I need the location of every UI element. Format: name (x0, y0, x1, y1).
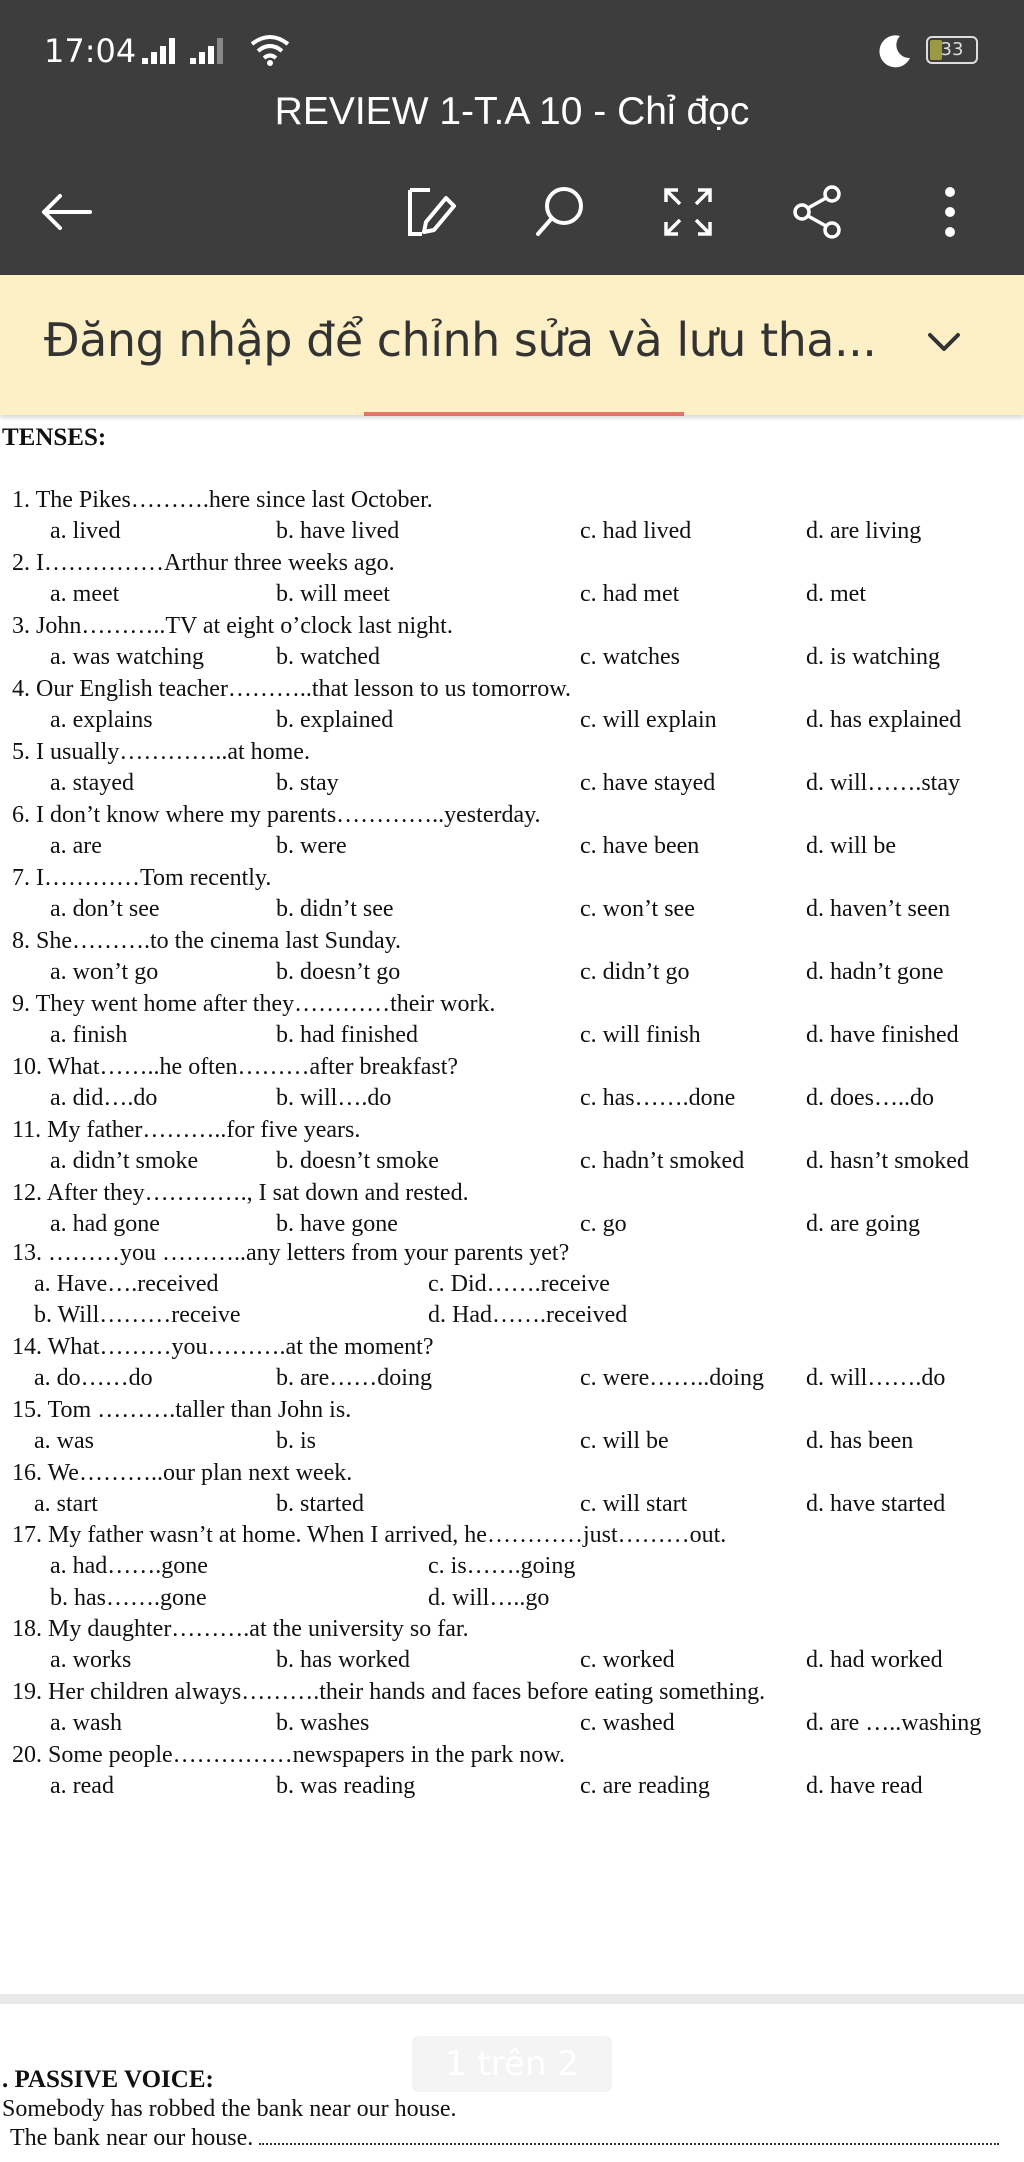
answer-option[interactable]: a. read (50, 1773, 114, 1799)
document-title: REVIEW 1-T.A 10 - Chỉ đọc (274, 90, 750, 133)
answer-option[interactable]: b. Will………receive (34, 1302, 241, 1328)
passive-exercise (2, 2096, 999, 2152)
answer-option[interactable]: b. watched (276, 644, 380, 670)
question-text: 9. They went home after they…………their work. (12, 991, 496, 1017)
question-text: 8. She……….to the cinema last Sunday. (12, 928, 402, 954)
answer-option[interactable]: a. works (50, 1647, 132, 1673)
answer-option[interactable]: d. have read (806, 1773, 923, 1799)
answer-option[interactable]: a. had…….gone (50, 1553, 208, 1579)
answer-option[interactable]: a. wash (50, 1710, 122, 1736)
answer-option[interactable]: c. washed (580, 1710, 675, 1736)
question-text: 13. ………you ………..any letters from your parents yet? (12, 1240, 570, 1266)
question-text: 18. My daughter……….at the university so far. (12, 1616, 469, 1642)
answer-option[interactable]: c. hadn’t smoked (580, 1148, 745, 1174)
chevron-down-icon[interactable] (924, 327, 964, 357)
question-text: 17. My father wasn’t at home. When I arrived, he…………just………out. (12, 1522, 727, 1548)
question-text: 19. Her children always……….their hands and faces before eating something. (12, 1679, 766, 1705)
answer-option[interactable]: c. will finish (580, 1022, 701, 1048)
answer-option[interactable]: c. had met (580, 581, 680, 607)
question-text: 10. What……..he often………after breakfast? (12, 1054, 459, 1080)
question-text: 1. The Pikes……….here since last October. (12, 487, 433, 513)
signal-icon (142, 36, 242, 64)
section-title-tenses: TENSES: (2, 424, 107, 451)
question-text: 15. Tom ……….taller than John is. (12, 1397, 352, 1423)
answer-option[interactable]: d. will…….do (806, 1365, 946, 1391)
edit-icon[interactable] (398, 180, 462, 244)
answer-option[interactable]: a. are (50, 833, 102, 859)
question-text: 2. I……………Arthur three weeks ago. (12, 550, 395, 576)
answer-option[interactable]: a. lived (50, 518, 121, 544)
answer-option[interactable]: d. will…..go (428, 1585, 550, 1611)
answer-option[interactable]: d. has been (806, 1428, 914, 1454)
answer-option[interactable]: b. washes (276, 1710, 370, 1736)
answer-option[interactable]: a. stayed (50, 770, 134, 796)
answer-option[interactable]: d. has explained (806, 707, 962, 733)
answer-option[interactable]: a. don’t see (50, 896, 160, 922)
wifi-icon (250, 34, 290, 66)
answer-option[interactable]: b. didn’t see (276, 896, 394, 922)
answer-option[interactable]: a. did….do (50, 1085, 158, 1111)
answer-option[interactable]: c. has…….done (580, 1085, 736, 1111)
answer-option[interactable]: c. are reading (580, 1773, 710, 1799)
answer-option[interactable]: d. hasn’t smoked (806, 1148, 969, 1174)
question-text: 12. After they…………., I sat down and rested. (12, 1180, 469, 1206)
question-text: 6. I don’t know where my parents…………..yesterday. (12, 802, 541, 828)
question-text: 4. Our English teacher………..that lesson to us tomorrow. (12, 676, 572, 702)
answer-option[interactable]: c. watches (580, 644, 680, 670)
answer-option[interactable]: b. has…….gone (50, 1585, 207, 1611)
answer-option[interactable]: c. Did…….receive (428, 1271, 610, 1297)
answer-option[interactable]: a. was watching (50, 644, 204, 670)
question-text: 3. John………..TV at eight o’clock last night. (12, 613, 453, 639)
answer-option[interactable]: b. is (276, 1428, 317, 1454)
sign-in-banner[interactable] (0, 275, 1024, 415)
answer-option[interactable]: a. explains (50, 707, 153, 733)
sentence-original: Somebody has robbed the bank near our house. (2, 2096, 457, 2122)
answer-option[interactable]: b. will meet (276, 581, 390, 607)
sentence-rewrite-text: The bank near our house. (10, 2125, 254, 2151)
question-text: 16. We………..our plan next week. (12, 1460, 353, 1486)
back-arrow-icon[interactable] (34, 180, 98, 244)
answer-option[interactable]: c. is…….going (428, 1553, 576, 1579)
page-separator (0, 1994, 1024, 2004)
answer-option[interactable]: a. won’t go (50, 959, 159, 985)
fullscreen-icon[interactable] (656, 180, 720, 244)
more-options-icon[interactable] (918, 180, 982, 244)
answer-option[interactable]: d. have started (806, 1491, 946, 1517)
answer-option[interactable]: c. go (580, 1211, 627, 1237)
answer-option[interactable]: d. Had…….received (428, 1302, 628, 1328)
answer-option[interactable]: b. explained (276, 707, 394, 733)
answer-option[interactable]: c. have stayed (580, 770, 716, 796)
answer-option[interactable]: d. are going (806, 1211, 920, 1237)
sentence-rewrite (2, 2125, 999, 2152)
answer-option[interactable]: d. met (806, 581, 866, 607)
answer-option[interactable]: c. worked (580, 1647, 675, 1673)
answer-option[interactable]: b. stay (276, 770, 339, 796)
answer-option[interactable]: a. start (34, 1491, 98, 1517)
battery-icon: 33 (926, 36, 978, 64)
answer-option[interactable]: d. does…..do (806, 1085, 934, 1111)
question-text: 7. I…………Tom recently. (12, 865, 272, 891)
answer-option[interactable]: c. will start (580, 1491, 688, 1517)
answer-option[interactable]: c. had lived (580, 518, 692, 544)
page-indicator: 1 trên 2 (412, 2036, 612, 2092)
answer-option[interactable]: b. have lived (276, 518, 400, 544)
answer-option[interactable]: d. are living (806, 518, 922, 544)
answer-option[interactable]: d. will…….stay (806, 770, 960, 796)
answer-option[interactable]: b. started (276, 1491, 364, 1517)
question-text: 11. My father………..for five years. (12, 1117, 361, 1143)
answer-option[interactable]: c. were……..doing (580, 1365, 764, 1391)
section-title-passive: . PASSIVE VOICE: (2, 2066, 214, 2093)
answer-option[interactable]: c. didn’t go (580, 959, 690, 985)
answer-option[interactable]: d. are …..washing (806, 1710, 982, 1736)
answer-option[interactable]: c. have been (580, 833, 700, 859)
answer-option[interactable]: b. have gone (276, 1211, 398, 1237)
header-underline (364, 412, 684, 416)
share-icon[interactable] (786, 180, 850, 244)
answer-option[interactable]: b. has worked (276, 1647, 410, 1673)
answer-option[interactable]: a. Have….received (34, 1271, 219, 1297)
banner-text: Đăng nhập để chỉnh sửa và lưu tha... (44, 313, 877, 367)
answer-option[interactable]: a. do……do (34, 1365, 153, 1391)
search-icon[interactable] (528, 180, 592, 244)
answer-option[interactable]: b. are……doing (276, 1365, 432, 1391)
answer-option[interactable]: b. will….do (276, 1085, 392, 1111)
status-time: 17:04 (44, 32, 137, 70)
question-text: 20. Some people……………newspapers in the park now. (12, 1742, 566, 1768)
question-text: 14. What………you……….at the moment? (12, 1334, 434, 1360)
answer-option[interactable]: b. had finished (276, 1022, 418, 1048)
answer-option[interactable]: c. will explain (580, 707, 717, 733)
answer-option[interactable]: b. was reading (276, 1773, 416, 1799)
answer-option[interactable]: a. didn’t smoke (50, 1148, 199, 1174)
answer-option[interactable]: b. were (276, 833, 347, 859)
question-text: 5. I usually…………..at home. (12, 739, 310, 765)
answer-option[interactable]: d. is watching (806, 644, 940, 670)
answer-option[interactable]: d. will be (806, 833, 896, 859)
moon-icon (878, 34, 912, 68)
answer-option[interactable]: a. had gone (50, 1211, 160, 1237)
answer-option[interactable]: a. was (34, 1428, 94, 1454)
answer-option[interactable]: d. hadn’t gone (806, 959, 944, 985)
answer-option[interactable]: c. will be (580, 1428, 669, 1454)
app-bar (0, 0, 1024, 275)
answer-option[interactable]: b. doesn’t go (276, 959, 401, 985)
answer-blank[interactable] (259, 2129, 999, 2145)
answer-option[interactable]: d. haven’t seen (806, 896, 951, 922)
answer-option[interactable]: a. meet (50, 581, 120, 607)
answer-option[interactable]: c. won’t see (580, 896, 695, 922)
answer-option[interactable]: b. doesn’t smoke (276, 1148, 439, 1174)
answer-option[interactable]: d. have finished (806, 1022, 959, 1048)
answer-option[interactable]: a. finish (50, 1022, 128, 1048)
answer-option[interactable]: d. had worked (806, 1647, 943, 1673)
